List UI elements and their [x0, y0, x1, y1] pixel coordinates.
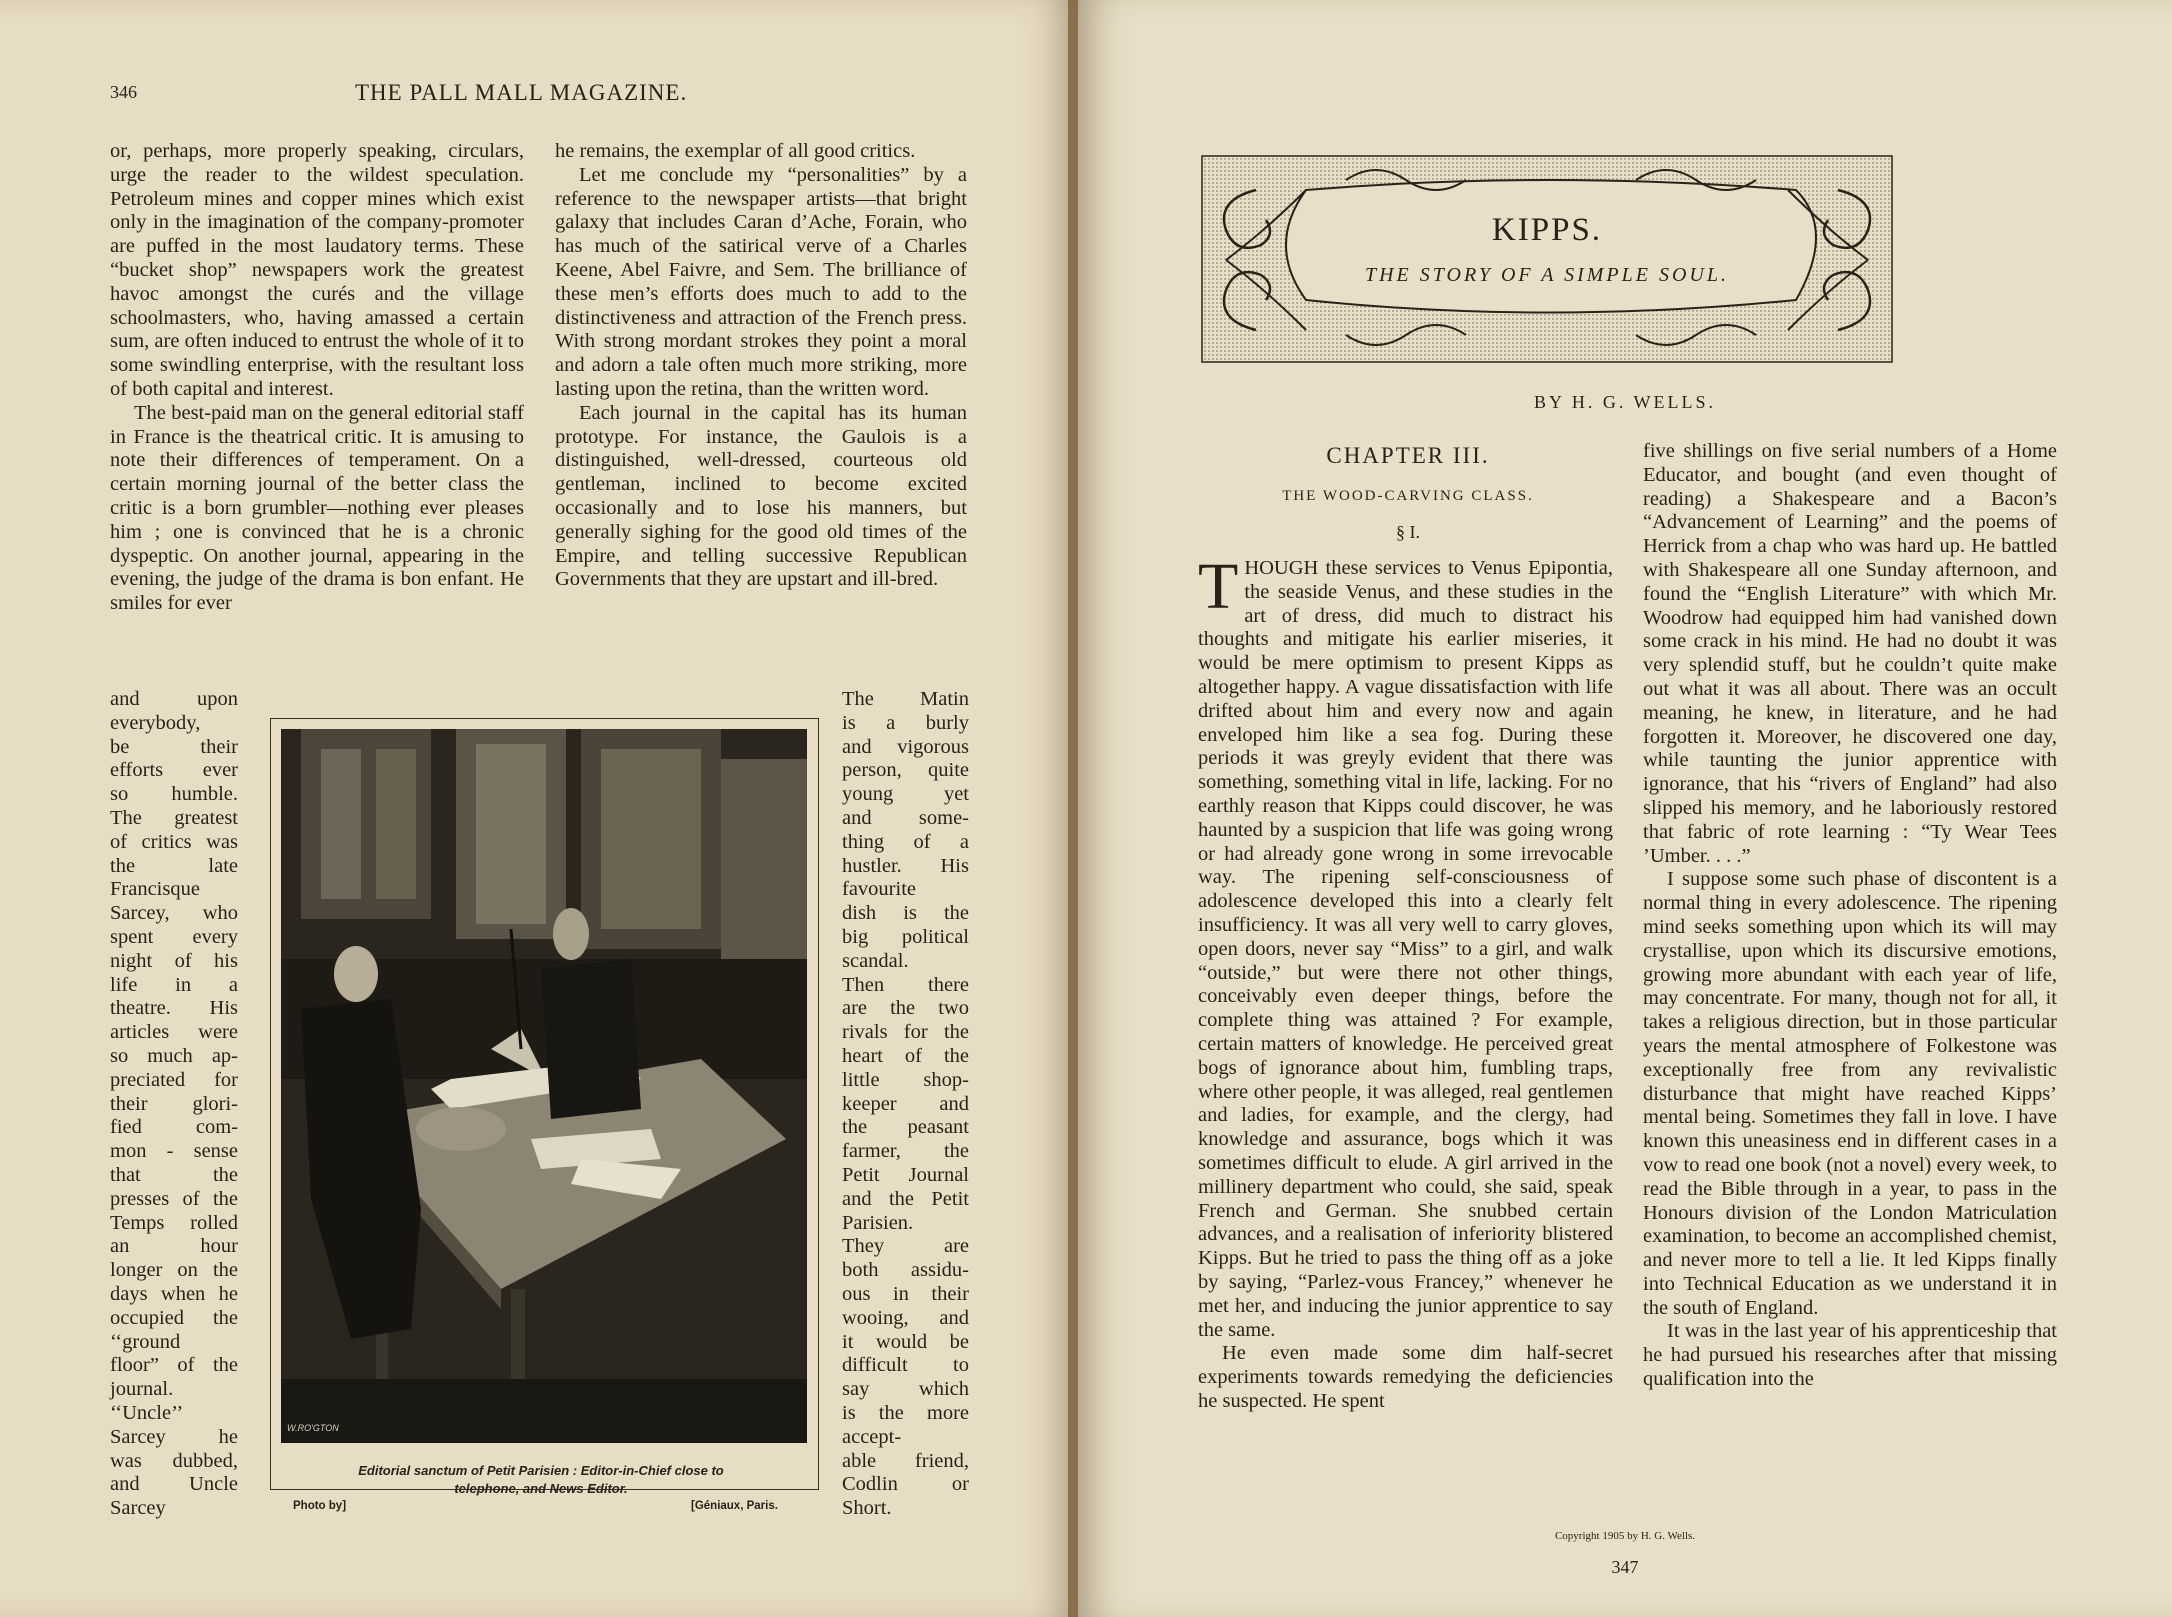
narrow-line: of critics was — [110, 830, 238, 853]
narrow-line: heart of the — [842, 1044, 969, 1067]
narrow-line: longer on the — [110, 1259, 238, 1282]
narrow-line: night of his — [110, 949, 238, 972]
narrow-line: Short. — [842, 1497, 892, 1520]
narrow-line: and Uncle — [110, 1473, 238, 1496]
narrow-column-left — [110, 688, 238, 1521]
narrow-line: Parisien. — [842, 1211, 914, 1234]
narrow-line: an hour — [110, 1235, 238, 1258]
narrow-line: ous in their — [842, 1282, 969, 1305]
narrow-line: floor” of the — [110, 1354, 238, 1377]
narrow-line: keeper and — [842, 1092, 969, 1115]
narrow-line: able friend, — [842, 1449, 969, 1472]
running-head: THE PALL MALL MAGAZINE. — [355, 80, 688, 105]
narrow-line: ‘‘Uncle’’ — [110, 1401, 184, 1424]
narrow-line: so humble. — [110, 783, 238, 806]
narrow-line: difficult to — [842, 1354, 969, 1377]
narrow-line: thing of a — [842, 830, 969, 853]
narrow-line: scandal. — [842, 949, 909, 972]
right-column-1 — [1198, 550, 1613, 1414]
story-subtitle: THE STORY OF A SIMPLE SOUL. — [1364, 264, 1729, 286]
paragraph: I suppose some such phase of discontent is a normal thing in every adolescence. The ripening mind seeks something upon which its will may crystallise, upon which its discursive emotions, growing more abundant with each year of life, may concentrate. For many, though not for all, it takes a religious direction, but in those particular years the mental atmosphere of Folkestone was exceptionally free from any revivalistic disturbance that might have reached Kipps’ mental being. Sometimes they fall in love. I have known this uneasiness end in different cases in a vow to read one book (not a novel) every week, to read the Bible through in a year, to pass in the Honours division of the London Matriculation examination, to become an accomplished chemist, and never more to tell a lie. It led Kipps finally into Technical Education as we understand it in the south of England. — [1643, 868, 2057, 1319]
narrow-line: Sarcey — [110, 1497, 166, 1520]
drop-cap: T — [1198, 550, 1239, 623]
narrow-line: and the Petit — [842, 1187, 969, 1210]
narrow-line: their glori- — [110, 1092, 238, 1115]
narrow-line: and upon — [110, 688, 238, 710]
right-column-2 — [1643, 440, 2057, 1392]
narrow-line: presses of the — [110, 1187, 238, 1210]
paragraph: He even made some dim half-secret experiments towards remedying the deficiencies he suspected. He spent — [1198, 1342, 1613, 1412]
byline: BY H. G. WELLS. — [1534, 392, 1716, 412]
narrow-line: are the two — [842, 997, 969, 1020]
narrow-line: and vigorous — [842, 735, 969, 758]
narrow-line: fied com- — [110, 1116, 238, 1139]
narrow-line: person, quite — [842, 759, 969, 782]
narrow-line: Francisque — [110, 878, 200, 901]
narrow-line: everybody, — [110, 711, 201, 734]
narrow-line: occupied the — [110, 1306, 238, 1329]
paragraph: THOUGH these services to Venus Epipontia, the seaside Venus, and these studies in the art of dress, did much to distract his thoughts and mitigate his earlier miseries, it would be mere optimism to present Kipps as altogether happy. A vague dissatisfaction with life drifted about him and every now and again enveloped him like a sea fog. During these periods it was greyly evident that there was something, something vital in life, lacking. For no earthly reason that Kipps could discover, he was haunted by a suspicion that life was going wrong or had already gone wrong in some irrevocable way. The ripening self-consciousness of adolescence developed this into a clearly felt insufficiency. It was all very well to carry gloves, open doors, never say “Miss” to a girl, and walk “outside,” but were there not other things, conceivably even deeper things, before the complete thing was attained ? For example, certain matters of knowledge. He perceived great bogs of ignorance about him, fumbling traps, where other people, it was alleged, real gentlemen and ladies, for example, and the clergy, had knowledge and assurance, bogs which it was sometimes difficult to elude. A girl arrived in the millinery department who could, she said, speak French and German. She snubbed certain advances, and a realisation of inferiority blistered Kipps. But he tried to pass the thing off as a joke by saying, “Parlez-vous Francey,” whenever he met her, and inducing the junior apprentice to say the same. — [1198, 550, 1613, 1341]
narrow-line: dish is the — [842, 902, 969, 925]
narrow-line: favourite — [842, 878, 916, 901]
chapter-heading: CHAPTER III. — [1326, 443, 1490, 468]
narrow-line: that the — [110, 1163, 238, 1186]
paragraph: he remains, the exemplar of all good critics. — [555, 140, 916, 162]
paragraph: five shillings on five serial numbers of a Home Educator, and bought (and even thought of reading) a Shakespeare and a Bacon’s “Advancement of Learning” and the poems of Herrick from a chap who was hard up. He battled with Shakespeare all one Sunday afternoon, and found the “English Literature” with which Mr. Woodrow had equipped him had vanished down some crack in his mind. He had no doubt it was very splendid stuff, but he couldn’t quite make out what it was all about. There was an occult meaning, he knew, in literature, and he had forgotten it. Moreover, he discovered one day, while taunting the junior apprentice with ignorance, that his “rivers of England” had also slipped his memory, and he laboriously restored that fabric of rote learning : “Ty Wear Tees ’Umber. . . .” — [1643, 440, 2057, 867]
narrow-line: Temps rolled — [110, 1211, 238, 1234]
copyright-notice: Copyright 1905 by H. G. Wells. — [1554, 1530, 1696, 1542]
narrow-line: They are — [842, 1235, 969, 1258]
narrow-line: both assidu- — [842, 1259, 969, 1282]
narrow-line: mon - sense — [110, 1140, 238, 1163]
narrow-line: Sarcey he — [110, 1425, 238, 1448]
narrow-line: big political — [842, 925, 969, 948]
narrow-line: ‘‘ground — [110, 1330, 181, 1353]
photo-signature: W.RO'GTON — [287, 1423, 339, 1433]
paragraph: or, perhaps, more properly speaking, circulars, urge the reader to the wildest speculation. Petroleum mines and copper mines which exist only in the imagination of the company-promoter are puffed in the most laudatory terms. These “bucket shop” newspapers work the greatest havoc amongst the curés and the village schoolmasters, who, having amassed a certain sum, are often induced to entrust the whole of it to some swindling enterprise, with the resultant loss of both capital and interest. — [110, 140, 524, 400]
narrow-line: it would be — [842, 1330, 969, 1353]
narrow-line: preciated for — [110, 1068, 238, 1091]
narrow-column-right — [842, 688, 969, 1521]
narrow-line: Sarcey, who — [110, 902, 238, 925]
left-page-number: 346 — [110, 82, 137, 102]
photo-credit-left: Photo by] — [293, 1500, 347, 1512]
photo-frame — [270, 718, 819, 1512]
narrow-line: days when he — [110, 1282, 238, 1305]
paragraph: The best-paid man on the general editorial staff in France is the theatrical critic. It is amusing to note their differences of temperament. On a certain morning journal of the better class the critic is a born grumbler—nothing ever pleases him ; one is convinced that he is a chronic dyspeptic. On another journal, appearing in the evening, the judge of the drama is bon enfant. He smiles for ever — [110, 401, 524, 615]
photo-caption-line1: Editorial sanctum of Petit Parisien : Editor-in-Chief close to — [358, 1463, 724, 1478]
narrow-line: The greatest — [110, 806, 238, 829]
narrow-line: and some- — [842, 806, 969, 829]
paragraph: Each journal in the capital has its human prototype. For instance, the Gaulois is a distinguished, well-dressed, courteous old gentleman, inclined to become excited occasionally and to lose his manners, but generally sighing for the good old times of the Empire, and telling successive Republican Governments that they are upstart and ill-bred. — [555, 401, 967, 591]
narrow-line: efforts ever — [110, 759, 238, 782]
narrow-line: accept- — [842, 1425, 902, 1448]
story-title: KIPPS. — [1491, 212, 1603, 248]
narrow-line: be their — [110, 735, 238, 758]
narrow-line: journal. — [110, 1378, 174, 1401]
narrow-line: was dubbed, — [110, 1449, 238, 1472]
paragraph: It was in the last year of his apprenticeship that he had pursued his researches after that missing qualification into the — [1643, 1320, 2057, 1391]
editorial-office-photo — [281, 729, 807, 1443]
title-banner — [1196, 150, 1898, 368]
left-column-1 — [110, 140, 524, 616]
narrow-line: Then there — [842, 973, 969, 996]
narrow-line: is a burly — [842, 711, 969, 734]
narrow-line: Codlin or — [842, 1473, 969, 1496]
narrow-line: wooing, and — [842, 1306, 969, 1329]
paragraph: Let me conclude my “personalities” by a reference to the newspaper artists—that bright galaxy that includes Caran d’Ache, Forain, who has much of the satirical verve of a Charles Keene, Abel Faivre, and Sem. The brilliance of these men’s efforts does much to add to the distinctiveness and attraction of the French press. With strong mordant strokes they point a moral and adorn a tale often much more striking, more lasting upon the retina, than the written word. — [555, 163, 967, 400]
left-page — [0, 0, 1074, 1617]
narrow-line: little shop- — [842, 1068, 969, 1091]
right-page-number: 347 — [1611, 1557, 1639, 1577]
narrow-line: hustler. His — [842, 854, 969, 877]
left-column-2 — [555, 140, 967, 592]
narrow-line: say which — [842, 1378, 969, 1401]
narrow-line: young yet — [842, 783, 969, 806]
narrow-line: the late — [110, 854, 238, 877]
photo-caption-line2: telephone, and News Editor. — [454, 1481, 628, 1496]
narrow-line: farmer, the — [842, 1140, 969, 1163]
narrow-line: articles were — [110, 1021, 238, 1044]
narrow-line: life in a — [110, 973, 238, 996]
photo-credit-right: [Géniaux, Paris. — [691, 1500, 778, 1512]
narrow-line: rivals for the — [842, 1021, 969, 1044]
narrow-line: is the more — [842, 1401, 969, 1424]
narrow-line: theatre. His — [110, 997, 238, 1020]
chapter-title: THE WOOD-CARVING CLASS. — [1282, 488, 1534, 504]
narrow-line: spent every — [110, 925, 238, 948]
section-mark: § I. — [1396, 522, 1420, 542]
narrow-line: The Matin — [842, 688, 969, 710]
narrow-line: Petit Journal — [842, 1163, 969, 1186]
narrow-line: the peasant — [842, 1116, 969, 1139]
narrow-line: so much ap- — [110, 1044, 238, 1067]
